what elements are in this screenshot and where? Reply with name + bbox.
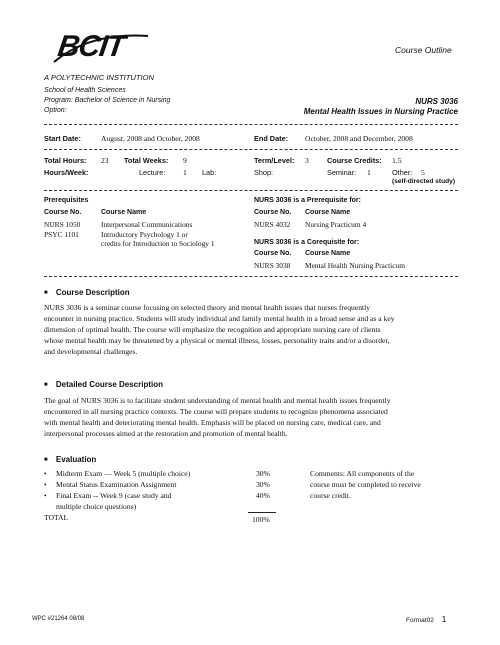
footer-format: Format02 bbox=[406, 617, 434, 624]
school: School of Health Sciences bbox=[44, 87, 126, 94]
bullet: • bbox=[44, 469, 47, 478]
table-row bbox=[44, 220, 254, 230]
hours-week-label: Hours/Week: bbox=[44, 168, 89, 177]
eval-total: 100% bbox=[252, 515, 270, 524]
comment-line: course must be completed to receive bbox=[310, 480, 421, 489]
table-row bbox=[254, 220, 366, 230]
credits: 1.5 bbox=[392, 156, 402, 165]
text-line: and developmental challenges. bbox=[44, 347, 138, 356]
prereq-col-name: Course Name bbox=[101, 209, 147, 216]
course-name: Mental Health Nursing Practicum bbox=[305, 261, 405, 270]
start-date-label: Start Date: bbox=[44, 134, 81, 143]
eval-label-continued: multiple choice questions) bbox=[56, 502, 137, 511]
coreq-col-name: Course Name bbox=[305, 250, 351, 257]
lecture: 1 bbox=[183, 168, 187, 177]
text-line: encounter in nursing practice. Students will study individual and family mental health in a broad sense and as a key bbox=[44, 314, 395, 323]
end-date: October, 2008 and December, 2008 bbox=[305, 134, 413, 143]
term-label: Term/Level: bbox=[254, 156, 295, 165]
eval-label: Final Exam -- Week 9 (case study and bbox=[56, 491, 172, 500]
lab-label: Lab: bbox=[202, 168, 217, 177]
bullet: • bbox=[44, 480, 47, 489]
course-no: PSYC 1101 bbox=[44, 229, 79, 239]
logo-swoosh bbox=[50, 28, 150, 68]
course-name: Nursing Practicum 4 bbox=[305, 220, 367, 229]
eval-pct: 30% bbox=[256, 469, 270, 478]
section-title: Detailed Course Description bbox=[55, 380, 163, 389]
eval-label: Mental Status Examination Assignment bbox=[56, 480, 177, 489]
course-no: NURS 3038 bbox=[254, 261, 291, 270]
comment-line: Comments: All components of the bbox=[310, 469, 415, 478]
eval-pct: 30% bbox=[256, 480, 270, 489]
course-name: Interpersonal Communications bbox=[101, 220, 193, 229]
prereq-col-no: Course No. bbox=[44, 209, 82, 216]
option: Option: bbox=[44, 107, 67, 114]
footer-left: WPC #21264 08/08 bbox=[32, 616, 85, 622]
evaluation-percents bbox=[256, 468, 296, 501]
course-code: NURS 3036 bbox=[415, 97, 458, 106]
prereq-for-col-no: Course No. bbox=[254, 209, 292, 216]
bullet: • bbox=[44, 491, 47, 500]
total-weeks: 9 bbox=[183, 156, 187, 165]
credits-label: Course Credits: bbox=[327, 156, 382, 165]
swoosh-icon bbox=[50, 28, 150, 68]
prereq-list bbox=[44, 220, 254, 249]
text-line: with mental health and deteriorating mental health. Emphasis will be placed on nursing care, medical care, and bbox=[44, 418, 381, 427]
text-line: NURS 3036 is a seminar course focusing on selected theory and mental health issues that nurses frequently bbox=[44, 303, 371, 312]
divider bbox=[44, 149, 458, 150]
course-no: NURS 4032 bbox=[254, 220, 291, 229]
divider bbox=[44, 190, 458, 191]
seminar-label: Seminar: bbox=[327, 168, 357, 177]
page-number: 1 bbox=[441, 614, 447, 624]
course-title: Mental Health Issues in Nursing Practice bbox=[303, 107, 458, 116]
detailed-description-heading bbox=[44, 380, 163, 389]
total-weeks-label: Total Weeks: bbox=[124, 156, 169, 165]
evaluation-list bbox=[44, 468, 264, 523]
evaluation-heading bbox=[44, 455, 96, 464]
tagline: A POLYTECHNIC INSTITUTION bbox=[44, 73, 154, 82]
footer-right bbox=[406, 614, 446, 624]
course-description-text bbox=[44, 302, 464, 357]
coreq-col-no: Course No. bbox=[254, 250, 292, 257]
program: Program: Bachelor of Science in Nursing bbox=[44, 97, 171, 104]
logo-text: BCIT bbox=[55, 30, 127, 63]
course-name: Introductory Psychology 1 or bbox=[101, 229, 188, 239]
comment-line: course credit. bbox=[310, 491, 351, 500]
text-line: dimension of optimal health. The course will emphasize the recognition and appropriate nursing care of clients bbox=[44, 325, 381, 334]
total-hours: 23 bbox=[101, 156, 109, 165]
evaluation-comments bbox=[310, 468, 470, 501]
divider bbox=[44, 124, 458, 125]
prereq-for-title: NURS 3036 is a Prerequisite for: bbox=[254, 197, 361, 204]
other: 5 bbox=[421, 168, 425, 177]
start-date: August, 2008 and October, 2008 bbox=[101, 134, 200, 143]
table-row bbox=[44, 239, 254, 249]
eval-label: Midterm Exam — Week 5 (multiple choice) bbox=[56, 469, 191, 478]
total-rule bbox=[248, 512, 276, 513]
course-no: NURS 1050 bbox=[44, 220, 81, 229]
course-description-heading bbox=[44, 288, 130, 297]
shop-label: Shop: bbox=[254, 168, 274, 177]
text-line: The goal of NURS 3036 is to facilitate student understanding of mental health and mental health issues frequently bbox=[44, 396, 391, 405]
total-hours-label: Total Hours: bbox=[44, 156, 87, 165]
divider bbox=[44, 276, 458, 277]
detailed-description-text bbox=[44, 395, 464, 439]
other-label: Other: bbox=[392, 168, 413, 177]
prereq-title: Prerequisites bbox=[44, 197, 89, 204]
table-row bbox=[254, 261, 405, 271]
text-line: interpersonal processes aimed at the restoration and promotion of mental health. bbox=[44, 429, 288, 438]
prereq-for-col-name: Course Name bbox=[305, 209, 351, 216]
lecture-label: Lecture: bbox=[139, 168, 166, 177]
end-date-label: End Date: bbox=[254, 134, 289, 143]
course-no bbox=[44, 239, 101, 249]
section-title: Course Description bbox=[55, 288, 130, 297]
seminar: 1 bbox=[367, 168, 371, 177]
total-label: TOTAL bbox=[44, 513, 69, 522]
section-title: Evaluation bbox=[55, 455, 97, 464]
list-item bbox=[44, 479, 264, 490]
text-line: encountered in all nursing practice contexts. The course will prepare students to recognize phenomena associated bbox=[44, 407, 388, 416]
eval-pct: 40% bbox=[256, 491, 270, 500]
table-row bbox=[44, 230, 254, 240]
list-item bbox=[44, 490, 264, 501]
text-line: whose mental health may be threatened by a physical or mental illness, losses, personality traits and/or a disorder, bbox=[44, 336, 390, 345]
doc-type: Course Outline bbox=[395, 45, 452, 55]
other-note: (self-directed study) bbox=[392, 178, 456, 185]
term: 3 bbox=[305, 156, 309, 165]
list-item bbox=[44, 468, 264, 479]
coreq-title: NURS 3036 is a Corequisite for: bbox=[254, 239, 360, 246]
course-name: credits for Introduction to Sociology 1 bbox=[101, 239, 215, 248]
